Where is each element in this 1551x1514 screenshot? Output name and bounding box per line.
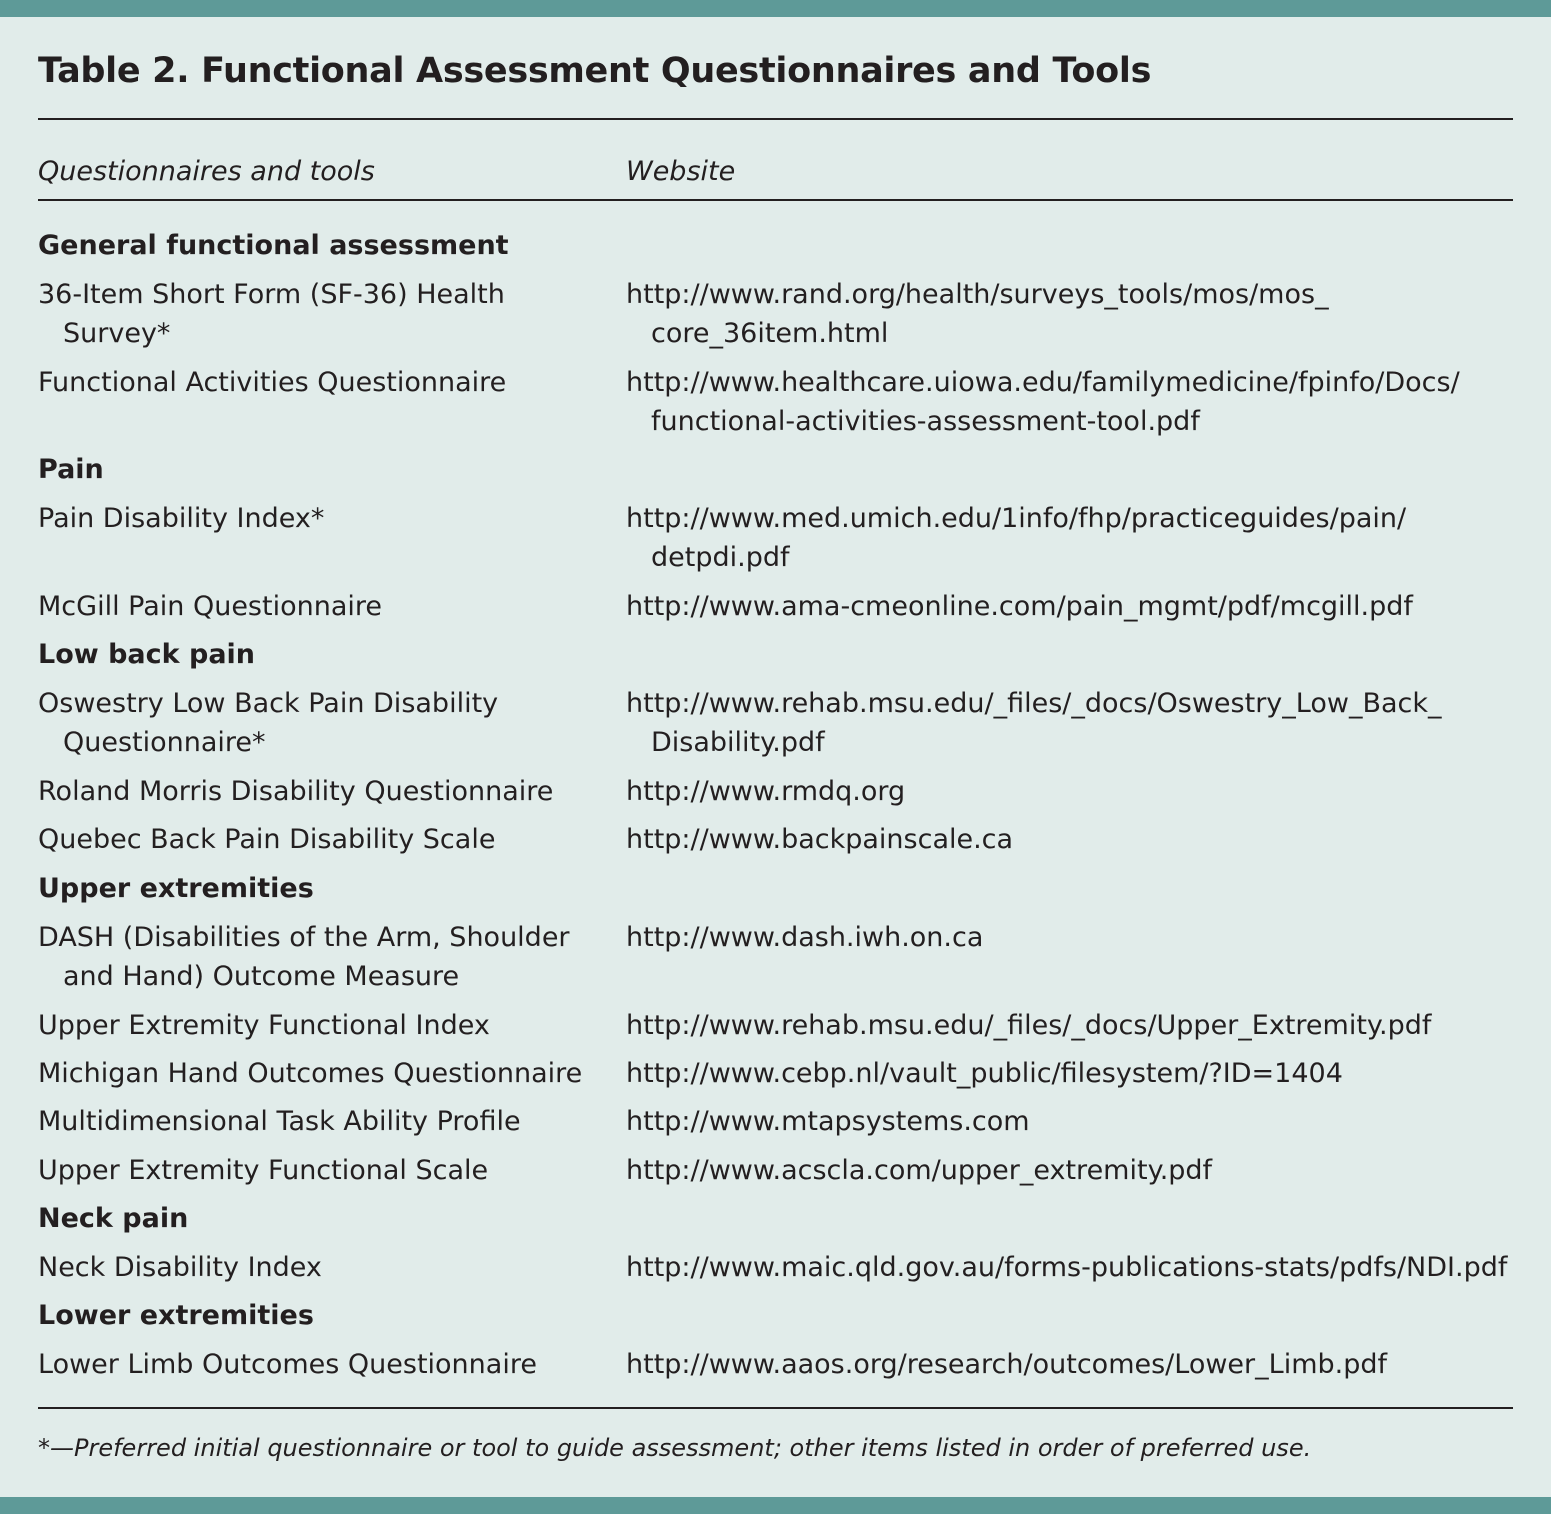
tool-name-line: Roland Morris Disability Questionnaire [38,776,554,807]
tool-name-line: DASH (Disabilities of the Arm, Shoulder [38,922,570,953]
tool-name-line: McGill Pain Questionnaire [38,591,382,622]
tool-name [38,772,553,811]
url-line[interactable]: http://www.rehab.msu.edu/_files/_docs/Oswestry_Low_Back_ [626,688,1442,719]
tool-name-line: Upper Extremity Functional Index [38,1010,490,1041]
url-continuation[interactable]: detpdi.pdf [651,542,790,573]
tool-name [38,1006,490,1045]
website-url[interactable] [626,275,1329,353]
website-url[interactable] [626,1151,1212,1190]
tool-name-line: Neck Disability Index [38,1252,322,1283]
tool-name-line: Upper Extremity Functional Scale [38,1155,489,1186]
website-url[interactable] [626,1006,1431,1045]
tool-name-line: Michigan Hand Outcomes Questionnaire [38,1058,583,1089]
url-line[interactable]: http://www.healthcare.uiowa.edu/familymedicine/fpinfo/Docs/ [626,367,1460,398]
tool-name [38,1054,582,1093]
website-url[interactable] [626,1102,1030,1141]
section-heading: Neck pain [38,1203,189,1234]
bottom-rule [38,1407,1513,1409]
tool-name [38,918,570,996]
footnote: *—Preferred initial questionnaire or tool to guide assessment; other items listed in order of preferred use. [38,1434,1312,1462]
website-url[interactable] [626,1345,1387,1384]
website-url[interactable] [626,587,1413,626]
tool-name [38,1345,537,1384]
bottom-band [0,1497,1551,1514]
section-heading: Upper extremities [38,873,314,904]
tool-name-line: Quebec Back Pain Disability Scale [38,824,496,855]
section-heading: General functional assessment [38,230,509,261]
tool-name-continuation: Questionnaire* [63,727,266,758]
table-title: Table 2. Functional Assessment Questionnaires and Tools [38,51,1152,91]
header-rule [38,199,1513,201]
tool-name [38,275,505,353]
url-line[interactable]: http://www.acscla.com/upper_extremity.pdf [626,1155,1213,1186]
tool-name [38,820,495,859]
website-url[interactable] [626,1248,1507,1287]
url-line[interactable]: http://www.maic.qld.gov.au/forms-publications-stats/pdfs/NDI.pdf [626,1252,1508,1283]
url-line[interactable]: http://www.mtapsystems.com [626,1106,1030,1137]
website-url[interactable] [626,499,1406,577]
url-line[interactable]: http://www.rand.org/health/surveys_tools/mos/mos_ [626,279,1329,310]
tool-name-line: Oswestry Low Back Pain Disability [38,688,499,719]
tool-name-continuation: and Hand) Outcome Measure [63,961,460,992]
website-url[interactable] [626,772,905,811]
url-line[interactable]: http://www.med.umich.edu/1info/fhp/practiceguides/pain/ [626,503,1407,534]
tool-name [38,1248,322,1287]
tool-name-line: Multidimensional Task Ability Profile [38,1106,521,1137]
tool-name [38,587,382,626]
url-line[interactable]: http://www.backpainscale.ca [626,824,1014,855]
tool-name [38,1151,488,1190]
tool-name [38,499,324,538]
title-rule [38,118,1513,120]
url-line[interactable]: http://www.ama-cmeonline.com/pain_mgmt/pdf/mcgill.pdf [626,591,1413,622]
url-continuation[interactable]: Disability.pdf [651,727,825,758]
section-heading: Low back pain [38,639,256,670]
tool-name-line: Pain Disability Index* [38,503,325,534]
tool-name [38,1102,521,1141]
tool-name-line: Lower Limb Outcomes Questionnaire [38,1349,537,1380]
tool-name [38,684,498,762]
url-continuation[interactable]: core_36item.html [651,318,889,349]
website-url[interactable] [626,918,983,957]
top-band [0,0,1551,17]
website-url[interactable] [626,1054,1343,1093]
tool-name-line: 36-Item Short Form (SF-36) Health [38,279,505,310]
tool-name-continuation: Survey* [63,318,171,349]
column-header-tools: Questionnaires and tools [38,156,375,187]
website-url[interactable] [626,820,1013,859]
url-line[interactable]: http://www.aaos.org/research/outcomes/Lower_Limb.pdf [626,1349,1387,1380]
column-header-website: Website [626,156,736,187]
url-line[interactable]: http://www.rmdq.org [626,776,906,807]
section-heading: Pain [38,454,104,485]
website-url[interactable] [626,684,1442,762]
url-line[interactable]: http://www.rehab.msu.edu/_files/_docs/Upper_Extremity.pdf [626,1010,1432,1041]
website-url[interactable] [626,363,1460,441]
url-line[interactable]: http://www.cebp.nl/vault_public/filesystem/?ID=1404 [626,1058,1343,1089]
tool-name [38,363,506,402]
section-heading: Lower extremities [38,1300,314,1331]
url-continuation[interactable]: functional-activities-assessment-tool.pdf [651,406,1200,437]
tool-name-line: Functional Activities Questionnaire [38,367,507,398]
url-line[interactable]: http://www.dash.iwh.on.ca [626,922,984,953]
